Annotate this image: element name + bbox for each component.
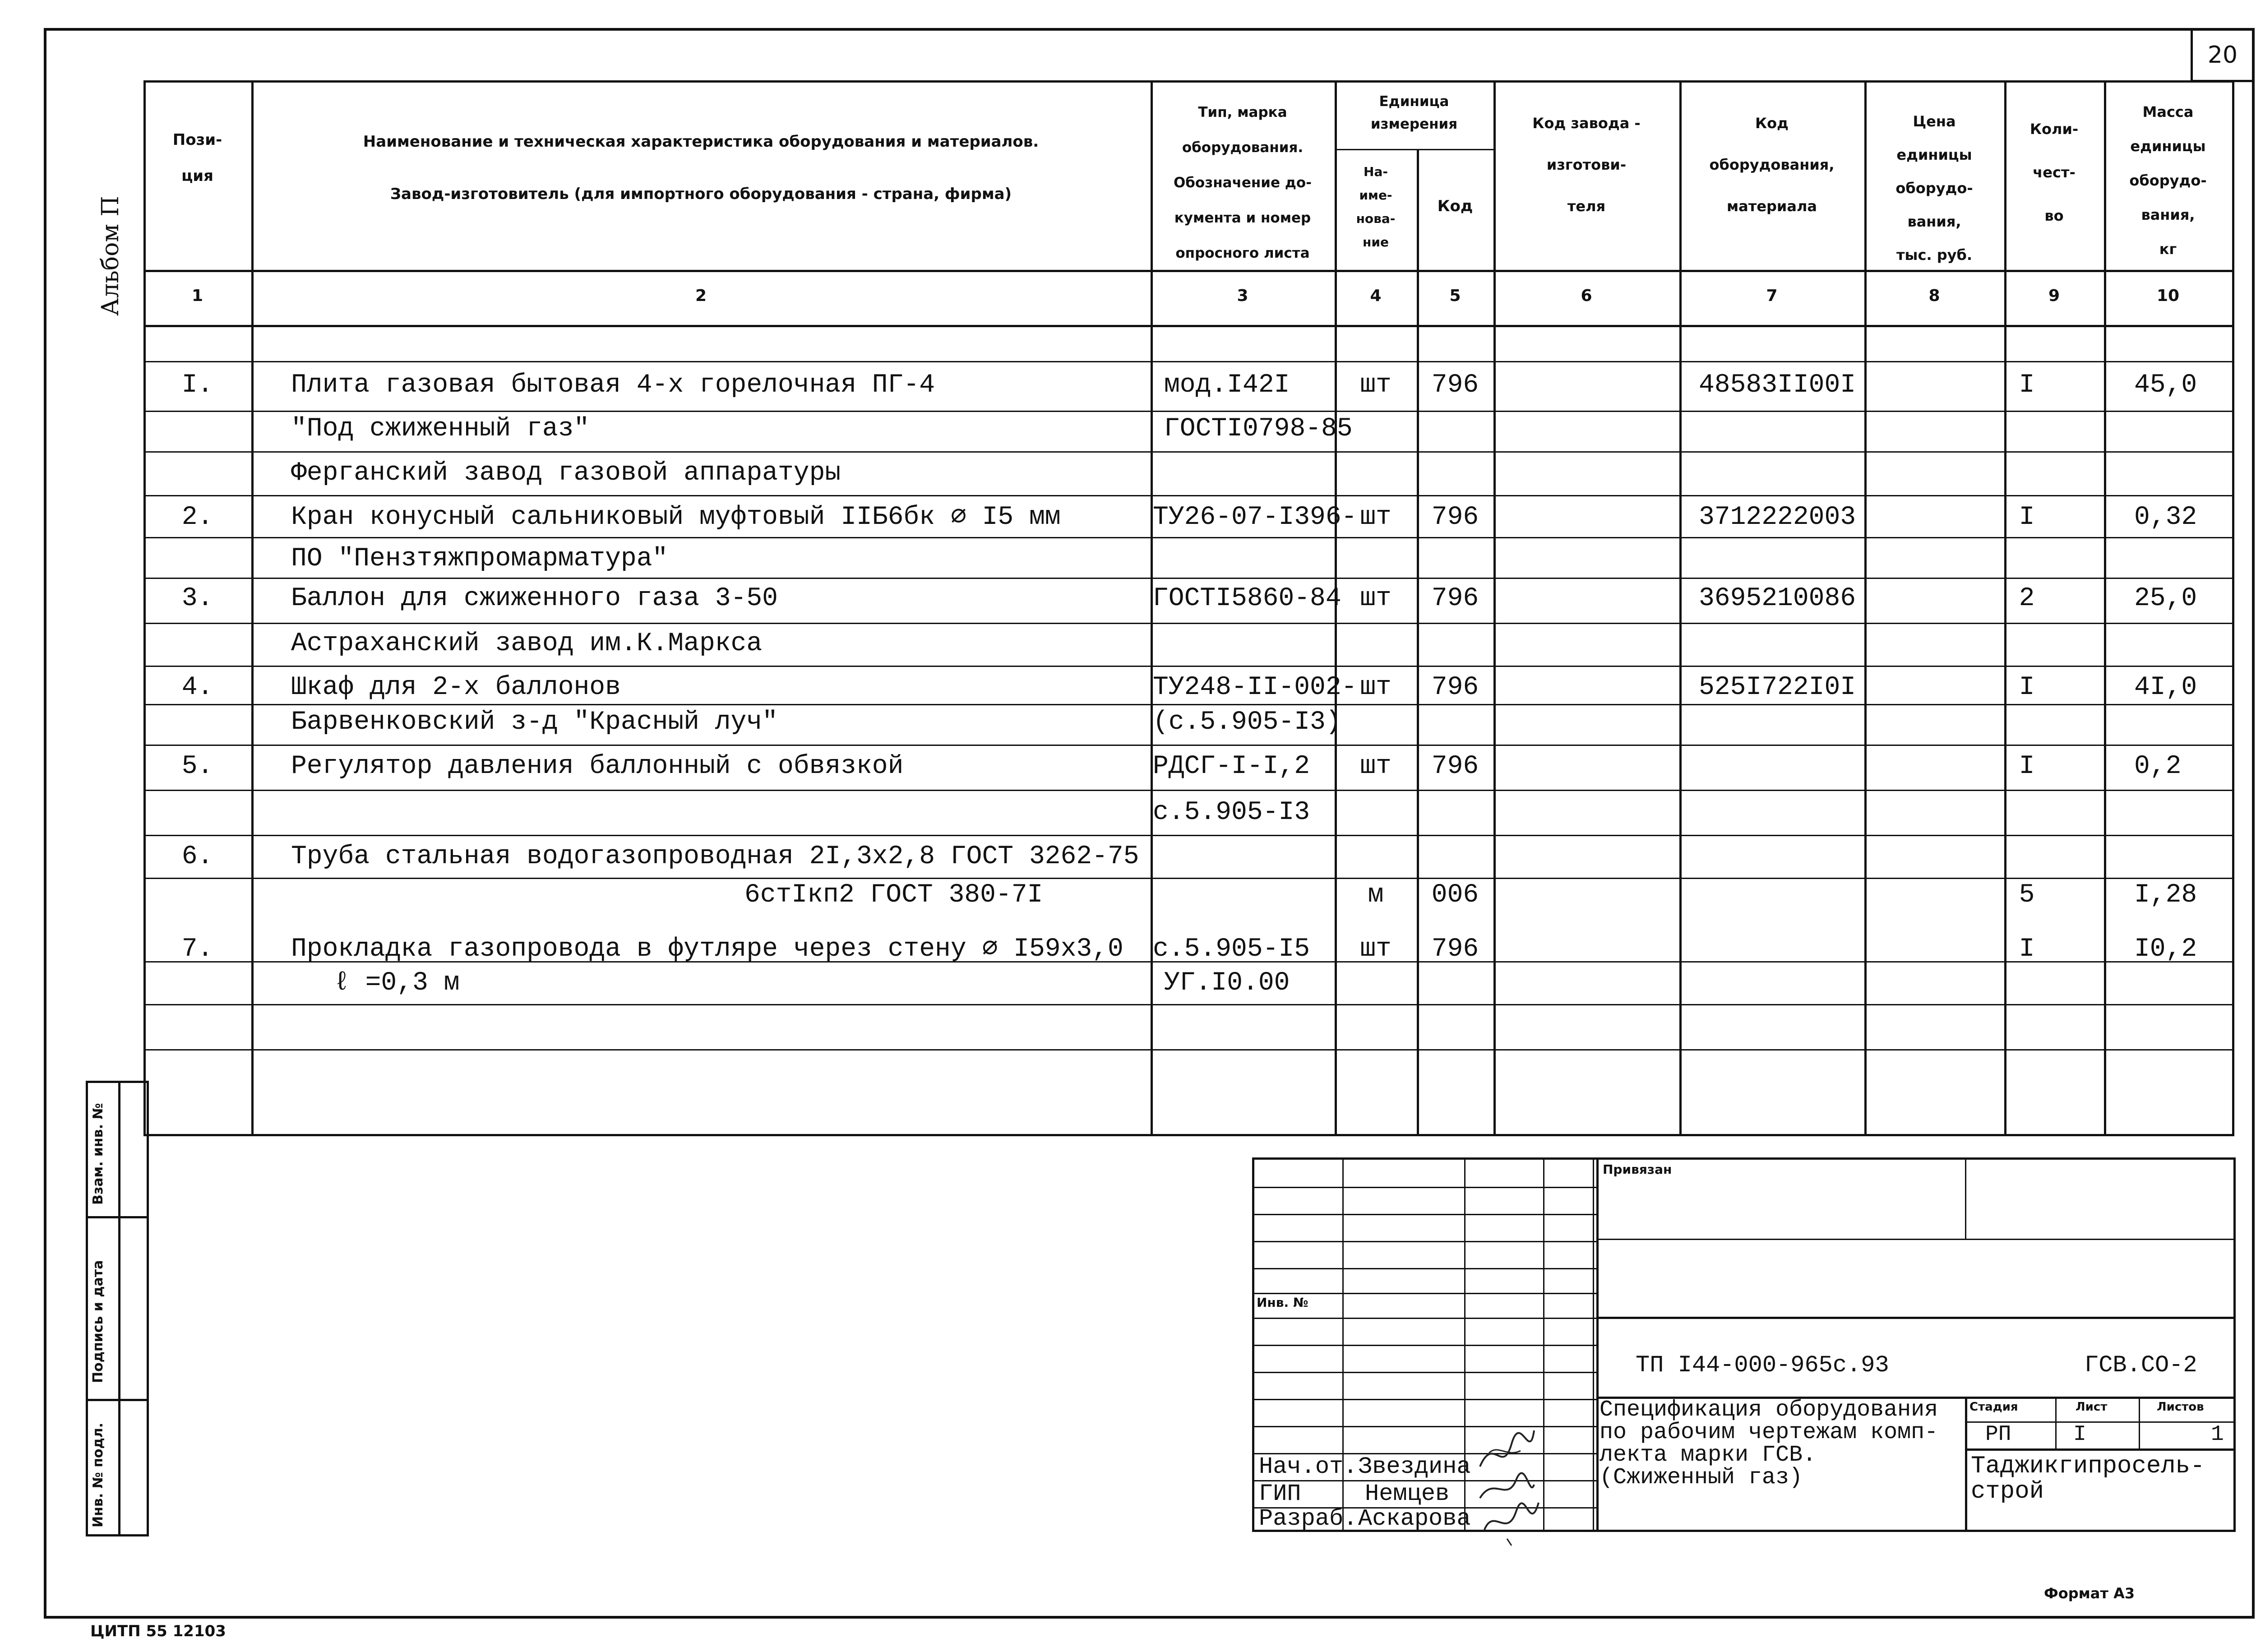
stage-value: РП — [1985, 1422, 2011, 1447]
person-name-2: Немцев — [1365, 1481, 1450, 1507]
col-number-7: 7 — [1766, 287, 1778, 305]
row13-name: 6стIкп2 ГОСТ 380-7I — [744, 880, 1043, 910]
row1-mass: 45,0 — [2134, 370, 2197, 400]
row13-code: 006 — [1431, 880, 1479, 910]
row4-qty: I — [2019, 503, 2035, 532]
row6-unit: шт — [1360, 584, 1392, 613]
lists-label: Листов — [2157, 1400, 2204, 1414]
lists-value: 1 — [2211, 1422, 2224, 1447]
col-number-1: 1 — [191, 287, 203, 305]
row1-pos: I. — [181, 370, 213, 400]
row10-mass: 0,2 — [2134, 752, 2182, 781]
header-unit: Единица измерения — [1370, 93, 1458, 132]
row4-code: 796 — [1431, 503, 1479, 532]
row5-name: ПО "Пензтяжпромарматура" — [291, 544, 668, 574]
row9-name: Барвенковский з-д "Красный луч" — [291, 708, 778, 737]
format-label: Формат А3 — [2044, 1585, 2135, 1602]
col-number-5: 5 — [1449, 287, 1461, 305]
privyazan-label: Привязан — [1603, 1162, 1672, 1177]
bottom-stamp: ЦИТП 55 12103 — [90, 1622, 226, 1640]
row12-name: Труба стальная водогазопроводная 2I,3x2,8 ГОСТ 3262-75 — [291, 842, 1139, 871]
row6-name: Баллон для сжиженного газа 3-50 — [291, 584, 778, 613]
row10-pos: 5. — [181, 752, 213, 781]
col-number-8: 8 — [1928, 287, 1940, 305]
row14-unit: шт — [1360, 935, 1392, 964]
person-role-3: Разраб. — [1259, 1505, 1358, 1532]
row10-name: Регулятор давления баллонный с обвязкой — [291, 752, 904, 781]
row10-qty: I — [2019, 752, 2035, 781]
row2-name: "Под сжиженный газ" — [291, 414, 590, 444]
row1-unit: шт — [1360, 370, 1392, 400]
sheet-code: ГСВ.СО-2 — [2085, 1352, 2197, 1379]
row8-code: 796 — [1431, 673, 1479, 702]
row1-mat: 48583II00I — [1699, 370, 1856, 400]
row14-type: с.5.905-I5 — [1153, 935, 1310, 964]
side-inv-vzam: Взам. инв. № — [90, 1103, 106, 1205]
org-name: Таджикгипросель- строй — [1971, 1453, 2205, 1505]
signature-3 — [1480, 1494, 1543, 1548]
row8-pos: 4. — [181, 673, 213, 702]
row14-qty: I — [2019, 935, 2035, 964]
person-name-3: Аскарова — [1358, 1505, 1471, 1532]
col-number-10: 10 — [2156, 287, 2180, 305]
row12-pos: 6. — [181, 842, 213, 871]
row6-mat: 3695210086 — [1699, 584, 1856, 613]
row14-mass: I0,2 — [2134, 935, 2197, 964]
list-label: Лист — [2076, 1400, 2108, 1414]
doc-title: Спецификация оборудования по рабочим чертежам комп- лекта марки ГСВ. (Сжиженный газ) — [1600, 1397, 1938, 1490]
row4-name: Кран конусный сальниковый муфтовый IIБ6бк ∅ I5 мм — [291, 503, 1061, 532]
row4-mass: 0,32 — [2134, 503, 2197, 532]
header-mass: Масса единицы оборудо- вания, кг — [2129, 103, 2207, 258]
inv-no-label: Инв. № — [1257, 1295, 1308, 1310]
row11-type: с.5.905-I3 — [1153, 798, 1310, 827]
row1-qty: I — [2019, 370, 2035, 400]
row6-mass: 25,0 — [2134, 584, 2197, 613]
row14-code: 796 — [1431, 935, 1479, 964]
person-name-1: Звездина — [1358, 1453, 1471, 1480]
doc-code: ТП I44-000-965с.93 — [1636, 1352, 1889, 1379]
stage-label: Стадия — [1969, 1400, 2018, 1414]
row10-type: РДСГ-I-I,2 — [1153, 752, 1310, 781]
side-inv-podl: Инв. № подл. — [90, 1422, 106, 1527]
row4-pos: 2. — [181, 503, 213, 532]
row1-type: мод.I42I — [1164, 370, 1290, 400]
row3-name: Ферганский завод газовой аппаратуры — [291, 458, 841, 488]
row8-unit: шт — [1360, 673, 1392, 702]
row6-code: 796 — [1431, 584, 1479, 613]
col-number-2: 2 — [695, 287, 707, 305]
row10-unit: шт — [1360, 752, 1392, 781]
row10-code: 796 — [1431, 752, 1479, 781]
row4-type: ТУ26-07-I396- — [1153, 503, 1357, 532]
row15-name: ℓ =0,3 м — [334, 968, 460, 998]
list-value: I — [2073, 1422, 2086, 1447]
person-role-1: Нач.от. — [1259, 1453, 1358, 1480]
row15-type: УГ.I0.00 — [1164, 968, 1290, 998]
row4-mat: 3712222003 — [1699, 503, 1856, 532]
row1-code: 796 — [1431, 370, 1479, 400]
person-role-2: ГИП — [1259, 1481, 1301, 1507]
row6-type: ГОСТI5860-84 — [1153, 584, 1341, 613]
row8-mass: 4I,0 — [2134, 673, 2197, 702]
row13-unit: м — [1368, 880, 1384, 910]
row1-name: Плита газовая бытовая 4-х горелочная ПГ-4 — [291, 370, 935, 400]
header-material-code: Код оборудования, материала — [1709, 115, 1835, 215]
header-price: Цена единицы оборудо- вания, тыс. руб. — [1895, 113, 1973, 264]
row7-name: Астраханский завод им.К.Маркса — [291, 629, 763, 658]
album-label: Альбом П — [97, 196, 124, 316]
row6-qty: 2 — [2019, 584, 2035, 613]
row8-mat: 525I722I0I — [1699, 673, 1856, 702]
col-number-6: 6 — [1581, 287, 1592, 305]
row4-unit: шт — [1360, 503, 1392, 532]
row8-qty: I — [2019, 673, 2035, 702]
header-unit-code: Код — [1437, 197, 1473, 215]
row13-mass: I,28 — [2134, 880, 2197, 910]
header-pos: Пози- ция — [172, 131, 222, 185]
row6-pos: 3. — [181, 584, 213, 613]
row14-name: Прокладка газопровода в футляре через стену ∅ I59x3,0 — [291, 935, 1123, 964]
row2-type: ГОСТI0798-85 — [1164, 414, 1353, 444]
header-name: Наименование и техническая характеристика оборудования и материалов. Завод-изготовитель (для импортного оборудования - страна, фирма) — [363, 133, 1039, 203]
side-podpis: Подпись и дата — [90, 1260, 106, 1383]
col-number-9: 9 — [2048, 287, 2060, 305]
row13-qty: 5 — [2019, 880, 2035, 910]
page-number: 20 — [2207, 42, 2238, 69]
col-number-3: 3 — [1237, 287, 1248, 305]
row9-type: (с.5.905-I3) — [1153, 708, 1341, 737]
header-qty: Коли- чест- во — [2029, 120, 2079, 224]
row8-type: ТУ248-II-002- — [1153, 673, 1357, 702]
col-number-4: 4 — [1370, 287, 1382, 305]
row14-pos: 7. — [181, 935, 213, 964]
header-factory-code: Код завода - изготови- теля — [1532, 115, 1641, 215]
row8-name: Шкаф для 2-х баллонов — [291, 673, 621, 702]
header-type: Тип, марка оборудования. Обозначение до- кумента и номер опросного листа — [1173, 104, 1312, 261]
header-unit-name: На- име- нова- ние — [1356, 164, 1396, 250]
